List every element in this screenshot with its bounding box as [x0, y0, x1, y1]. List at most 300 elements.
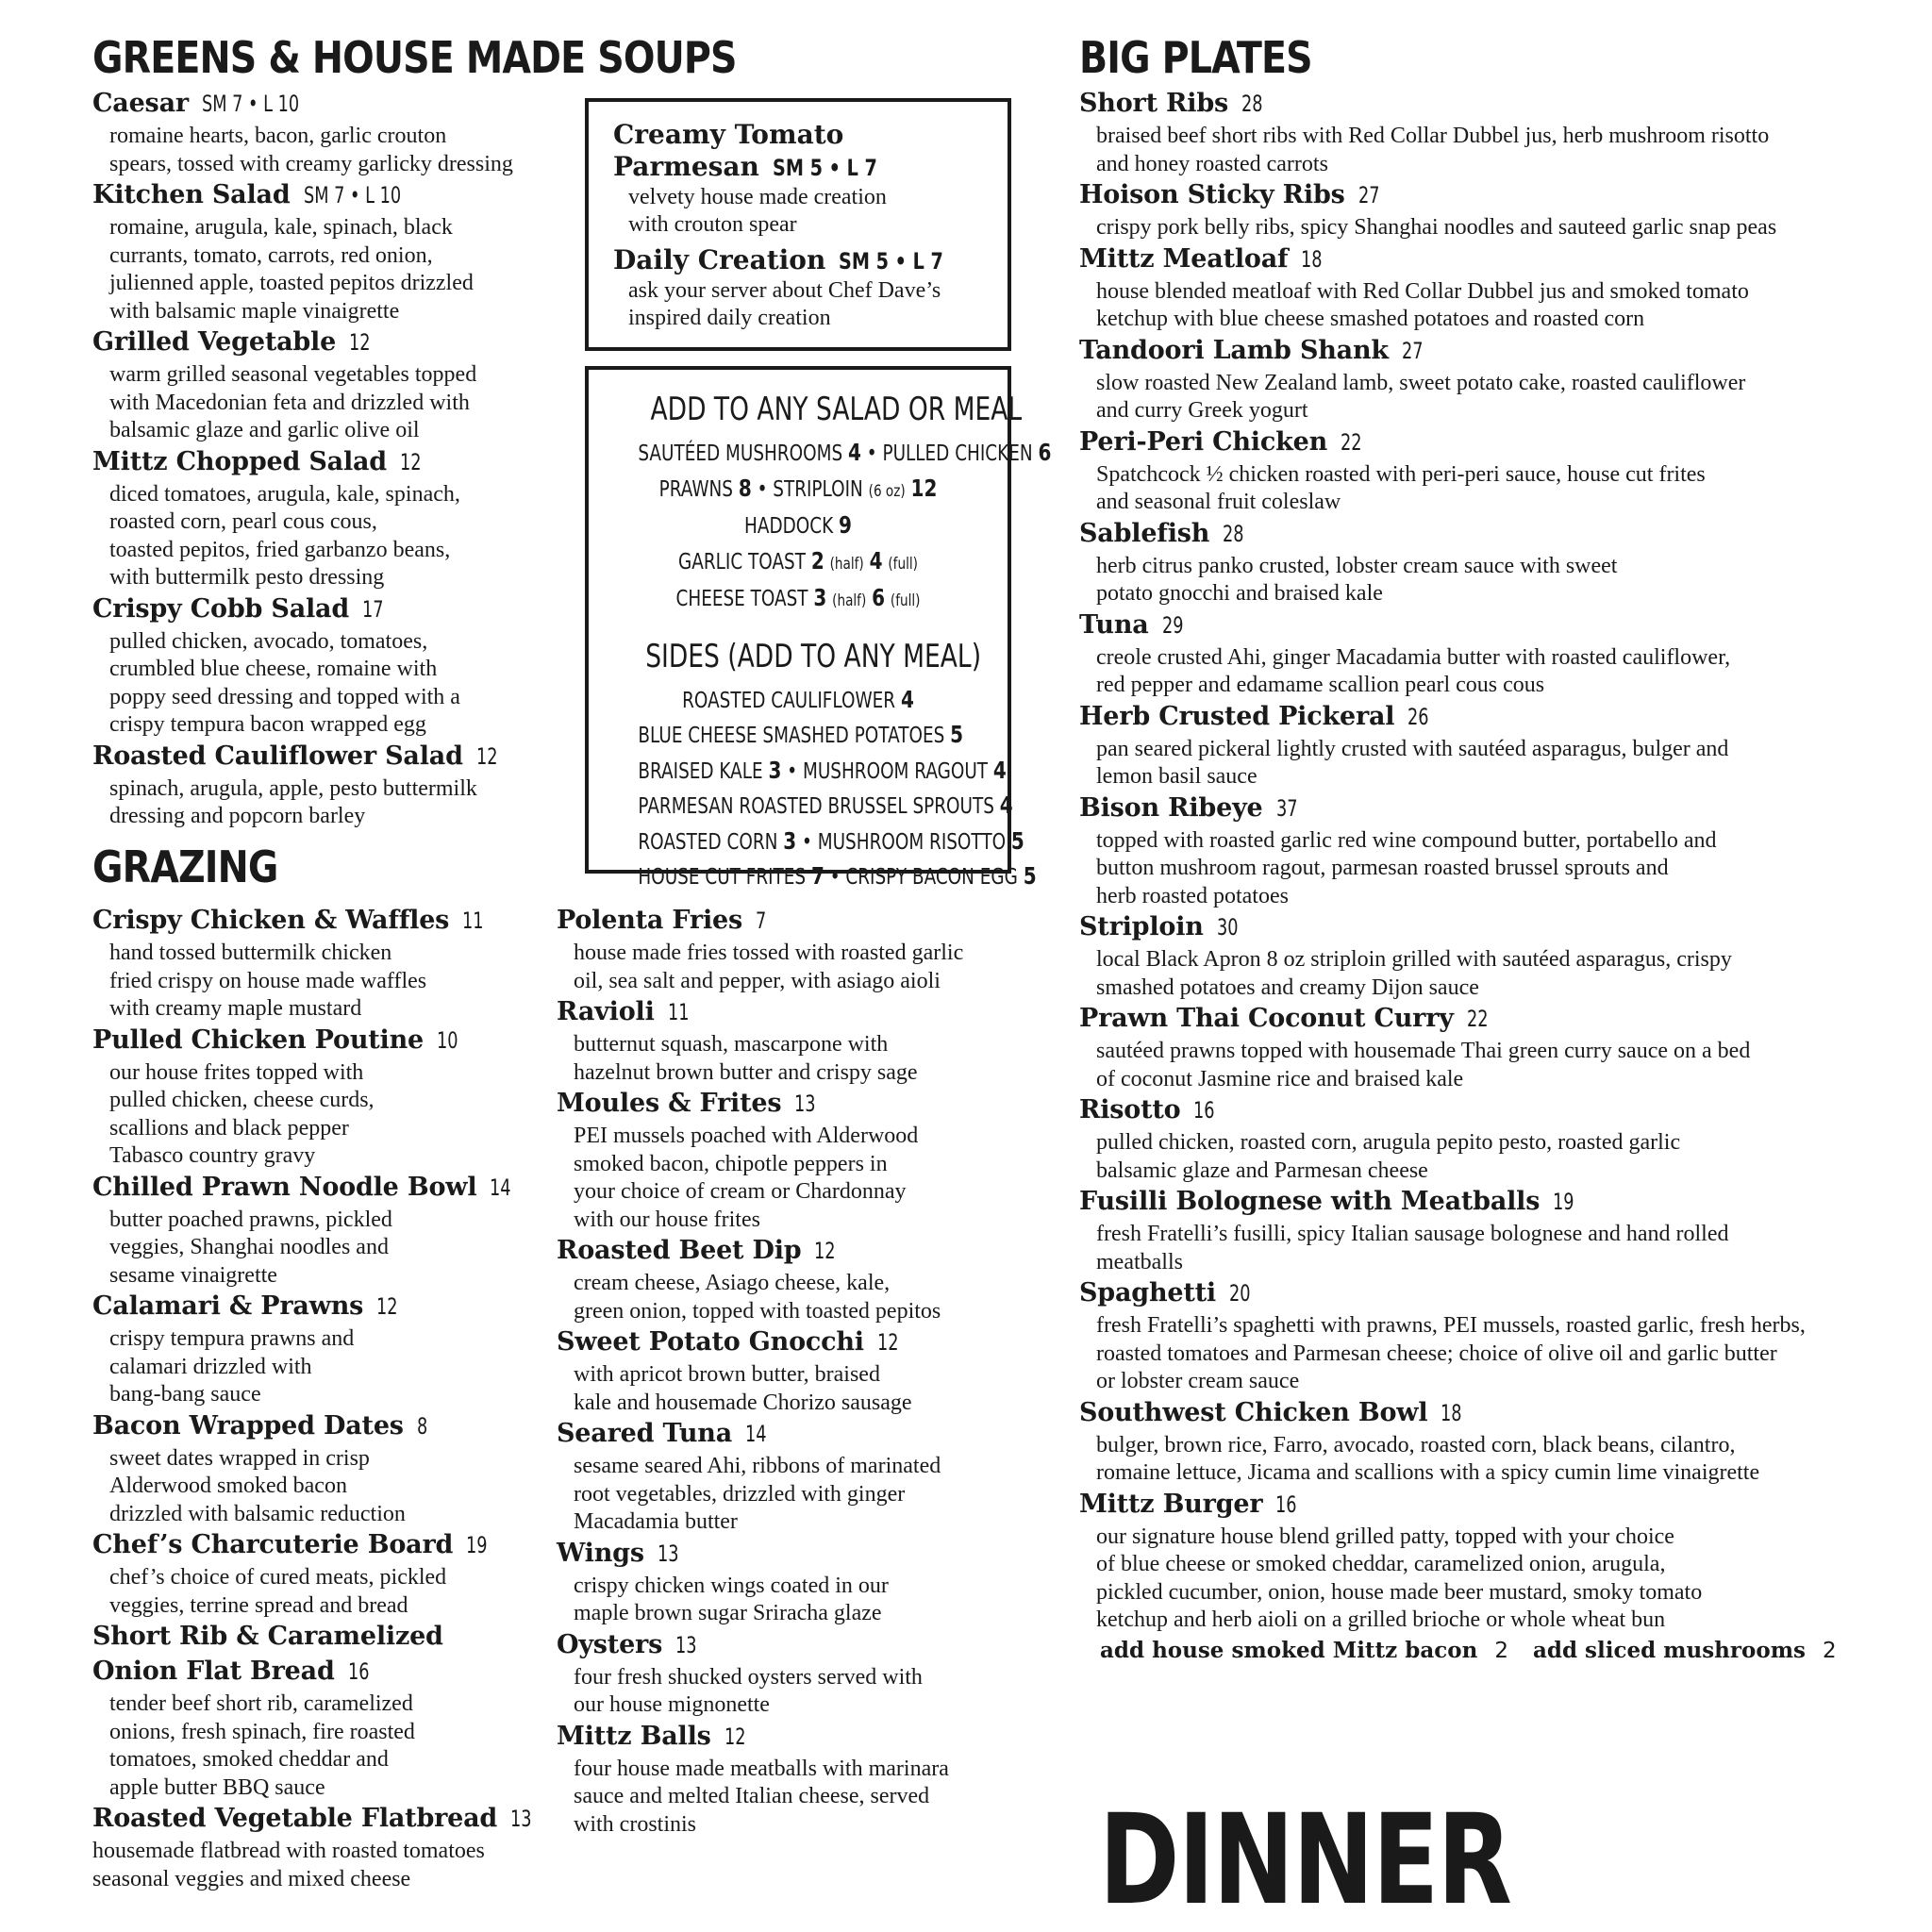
- item-price: 12: [475, 742, 498, 770]
- item-name: Oysters: [557, 1629, 663, 1659]
- item-description: [1079, 1524, 1909, 1635]
- description-line: tomatoes, smoked cheddar and: [109, 1747, 389, 1772]
- item-head: [1079, 1397, 1909, 1432]
- menu-item: [92, 1529, 555, 1620]
- item-description: [557, 1031, 1028, 1087]
- item-name: Sweet Potato Gnocchi: [557, 1327, 864, 1357]
- description-line: red pepper and edamame scallion pearl cous cous: [1096, 673, 1545, 697]
- menu-item: [92, 88, 583, 178]
- item-head: [557, 1418, 1028, 1453]
- description-line: with Macedonian feta and drizzled with: [109, 390, 470, 415]
- description-line: crispy tempura bacon wrapped egg: [109, 712, 426, 737]
- item-head: [1079, 1094, 1909, 1129]
- description-line: roasted corn, pearl cous cous,: [109, 509, 377, 534]
- item-description: [92, 123, 583, 178]
- description-line: pulled chicken, avocado, tomatoes,: [109, 628, 428, 654]
- item-name: Mittz Balls: [557, 1721, 711, 1751]
- add-on-label: CHEESE TOAST: [675, 587, 808, 611]
- item-description: [1079, 1038, 1909, 1093]
- item-name: Chef’s Charcuterie Board: [92, 1530, 454, 1559]
- description-line: ketchup with blue cheese smashed potatoes and roasted corn: [1096, 307, 1645, 331]
- item-price: 22: [1466, 1006, 1489, 1032]
- description-line: ketchup and herb aioli on a grilled brioche or whole wheat bun: [1096, 1607, 1666, 1632]
- description-line: tender beef short rib, caramelized: [109, 1691, 413, 1716]
- add-on-note: (6 oz): [868, 481, 906, 501]
- add-on-label: MUSHROOM RISOTTO: [817, 829, 1007, 855]
- item-head: [1079, 1489, 1909, 1524]
- add-ons-title: ADD TO ANY SALAD OR MEAL: [650, 391, 1023, 428]
- item-description: [1079, 123, 1909, 178]
- item-name: Ravioli: [557, 997, 655, 1026]
- description-line: smashed potatoes and creamy Dijon sauce: [1096, 974, 1479, 1000]
- description-line: lemon basil sauce: [1096, 764, 1257, 789]
- item-price: 13: [510, 1806, 532, 1832]
- add-on-line: [638, 508, 958, 544]
- menu-item: [92, 1172, 555, 1291]
- description-line: bulger, brown rice, Farro, avocado, roasted corn, black beans, cilantro,: [1096, 1432, 1736, 1457]
- item-price: 10: [437, 1026, 458, 1054]
- description-line: PEI mussels poached with Alderwood: [574, 1124, 919, 1148]
- item-description: [557, 1664, 1028, 1720]
- grazing-left-column: [92, 838, 555, 1893]
- item-description: [557, 1756, 1028, 1840]
- item-price: 8: [416, 1412, 428, 1440]
- grazing-right-column: [557, 904, 1028, 1839]
- add-on-label: CRISPY BACON EGG: [845, 865, 1018, 890]
- item-name: Moules & Frites: [557, 1089, 782, 1118]
- item-head: [92, 1803, 555, 1838]
- item-price: 13: [657, 1540, 679, 1567]
- description-line: fried crispy on house made waffles: [109, 968, 427, 993]
- item-price: 13: [675, 1631, 697, 1658]
- menu-item: [1079, 88, 1909, 178]
- item-description: [1079, 644, 1909, 700]
- description-line: with creamy maple mustard: [109, 996, 362, 1021]
- extra-price: 2: [1494, 1638, 1508, 1663]
- item-price: 11: [462, 908, 484, 934]
- item-head: [1079, 609, 1909, 644]
- item-description: [92, 1325, 555, 1409]
- item-description: [1079, 553, 1909, 608]
- soup-desc: ask your server about Chef Dave’s inspired daily creation: [628, 278, 941, 330]
- description-line: of coconut Jasmine rice and braised kale: [1096, 1066, 1464, 1091]
- item-description: [92, 1207, 555, 1291]
- item-description: [92, 1690, 555, 1802]
- add-on-line: SAUTÉED MUSHROOMS 4 • PULLED CHICKEN 6: [638, 439, 1052, 466]
- description-line: fresh Fratelli’s spaghetti with prawns, PEI mussels, roasted garlic, fresh herbs,: [1096, 1313, 1806, 1338]
- menu-item: [557, 1629, 1028, 1720]
- item-description: [557, 1361, 1028, 1417]
- item-name: Wings: [557, 1538, 644, 1568]
- item-name: Kitchen Salad: [92, 180, 291, 209]
- item-description: [1079, 827, 1909, 911]
- menu-item: [1079, 518, 1909, 608]
- item-price: 20: [1228, 1280, 1251, 1307]
- item-head: [1079, 426, 1909, 461]
- menu-item: [557, 1418, 1028, 1537]
- item-description: [557, 1453, 1028, 1537]
- add-on-line: PRAWNS 8 • STRIPLOIN (6 oz) 12: [658, 474, 938, 502]
- add-on-label: MUSHROOM RAGOUT: [802, 758, 989, 784]
- description-line: creole crusted Ahi, ginger Macadamia butter with roasted cauliflower,: [1096, 644, 1731, 670]
- item-price: 12: [349, 329, 371, 356]
- add-on-price: 3: [813, 584, 827, 611]
- menu-item: [1079, 243, 1909, 334]
- description-line: our house frites topped with: [109, 1059, 364, 1085]
- item-name: Tuna: [1079, 609, 1149, 640]
- description-line: pulled chicken, cheese curds,: [109, 1088, 375, 1112]
- menu-item: [92, 179, 583, 325]
- description-line: with crostinis: [574, 1811, 696, 1837]
- description-line: calamari drizzled with: [109, 1354, 312, 1379]
- item-head: [92, 741, 583, 775]
- description-line: and honey roasted carrots: [1096, 151, 1328, 176]
- menu-item: [557, 996, 1028, 1087]
- item-name: Mittz Meatloaf: [1079, 243, 1289, 274]
- add-on-price: 7: [810, 862, 824, 890]
- add-on-price: 4: [869, 546, 883, 575]
- item-price: 28: [1241, 91, 1263, 117]
- item-name: Fusilli Bolognese with Meatballs: [1079, 1187, 1541, 1216]
- add-on-line: [638, 544, 958, 582]
- item-head: [1079, 1003, 1909, 1038]
- item-price: 12: [376, 1293, 398, 1320]
- description-line: drizzled with balsamic reduction: [109, 1501, 406, 1526]
- add-on-price: 4: [848, 439, 861, 466]
- soup-item: [613, 244, 983, 332]
- item-description: [1079, 214, 1909, 242]
- item-description: [92, 361, 583, 445]
- description-line: potato gnocchi and braised kale: [1096, 581, 1383, 606]
- extra-label: add sliced mushrooms: [1532, 1637, 1806, 1663]
- item-name: Mittz Burger: [1079, 1489, 1263, 1519]
- description-line: smoked bacon, chipotle peppers in: [574, 1151, 888, 1176]
- item-head: [92, 905, 555, 940]
- description-line: your choice of cream or Chardonnay: [574, 1179, 907, 1204]
- item-name: Short Ribs: [1079, 89, 1229, 118]
- item-description: [92, 775, 583, 831]
- section-title-grazing: GRAZING: [92, 841, 278, 892]
- add-on-price: 12: [910, 474, 938, 502]
- description-line: spears, tossed with creamy garlicky dressing: [109, 151, 513, 176]
- item-price: 19: [1553, 1189, 1574, 1215]
- item-name: Seared Tuna: [557, 1419, 733, 1448]
- sides-list: [598, 683, 1037, 895]
- item-description: [557, 1270, 1028, 1325]
- item-price: 16: [1275, 1491, 1297, 1518]
- soup-price: SM 5 • L 7: [839, 248, 944, 275]
- item-description: [1079, 1432, 1909, 1488]
- item-head: [92, 1024, 555, 1059]
- add-on-line: HOUSE CUT FRITES 7 • CRISPY BACON EGG 5: [638, 862, 1037, 890]
- add-on-price: 2: [810, 546, 824, 575]
- item-head: [1079, 88, 1909, 123]
- description-line: dressing and popcorn barley: [109, 804, 366, 828]
- item-name: Herb Crusted Pickeral: [1079, 701, 1395, 731]
- description-line: sesame vinaigrette: [109, 1262, 277, 1288]
- menu-item: [1079, 1003, 1909, 1093]
- menu-item: [1079, 792, 1909, 911]
- item-name: Onion Flat Bread: [92, 1657, 335, 1686]
- item-name: Hoison Sticky Ribs: [1079, 180, 1345, 209]
- description-line: meatballs: [1096, 1249, 1183, 1274]
- item-head: [92, 593, 583, 628]
- description-line: chef’s choice of cured meats, pickled: [109, 1565, 447, 1590]
- item-head: [92, 446, 583, 481]
- description-line: fresh Fratelli’s fusilli, spicy Italian sausage bolognese and hand rolled: [1096, 1222, 1729, 1246]
- soup-desc: velvety house made creation with crouton spear: [628, 185, 887, 237]
- item-head: [557, 996, 1028, 1031]
- item-price: 27: [1357, 182, 1380, 208]
- add-ons-list: [598, 436, 1052, 619]
- item-head: [557, 905, 1028, 940]
- add-on-line: [638, 789, 1013, 824]
- description-line: housemade flatbread with roasted tomatoes: [92, 1839, 485, 1863]
- menu-item: [557, 1088, 1028, 1234]
- item-name: Southwest Chicken Bowl: [1079, 1397, 1428, 1427]
- description-line: crumbled blue cheese, romaine with: [109, 657, 438, 681]
- description-line: currants, tomato, carrots, red onion,: [109, 242, 433, 268]
- item-description: [1079, 1221, 1909, 1276]
- description-line: four fresh shucked oysters served with: [574, 1664, 923, 1690]
- item-price: SM 7 • L 10: [303, 182, 401, 208]
- add-ons-box: [585, 366, 1052, 890]
- description-line: hazelnut brown butter and crispy sage: [574, 1059, 918, 1085]
- item-head: [557, 1326, 1028, 1361]
- item-head: [557, 1538, 1028, 1573]
- add-on-price: 6: [1038, 439, 1052, 466]
- item-name: Roasted Beet Dip: [557, 1236, 802, 1265]
- item-name: Mittz Chopped Salad: [92, 446, 387, 476]
- grazing-right-list: [557, 905, 1028, 1839]
- description-line: green onion, topped with toasted pepitos: [574, 1298, 941, 1324]
- item-description: [557, 1123, 1028, 1234]
- item-price: 14: [745, 1421, 767, 1447]
- item-head: [1079, 701, 1909, 736]
- item-head: [92, 1172, 555, 1207]
- description-line: slow roasted New Zealand lamb, sweet potato cake, roasted cauliflower: [1096, 370, 1746, 395]
- item-head: [92, 1529, 555, 1564]
- description-line: pulled chicken, roasted corn, arugula pepito pesto, roasted garlic: [1096, 1130, 1681, 1155]
- description-line: and seasonal fruit coleslaw: [1096, 490, 1341, 514]
- item-name: Spaghetti: [1079, 1278, 1216, 1307]
- big-plates-list: [1079, 88, 1909, 1635]
- menu-item: [557, 1538, 1028, 1628]
- soup-name-line2: Parmesan SM 5 • L 7: [613, 151, 877, 182]
- menu-item: [1079, 426, 1909, 517]
- description-line: crispy pork belly ribs, spicy Shanghai noodles and sauteed garlic snap peas: [1096, 215, 1777, 240]
- description-line: poppy seed dressing and topped with a: [109, 684, 460, 709]
- description-line: crispy chicken wings coated in our: [574, 1573, 889, 1598]
- add-on-label: GARLIC TOAST: [678, 549, 806, 575]
- menu-item: [1079, 1186, 1909, 1276]
- description-line: toasted pepitos, fried garbanzo beans,: [109, 537, 451, 562]
- item-head: [557, 1629, 1028, 1664]
- menu-item: [1079, 1397, 1909, 1488]
- add-on-line: [638, 683, 958, 719]
- description-line: onions, fresh spinach, fire roasted: [109, 1719, 415, 1744]
- item-description: [1079, 461, 1909, 517]
- add-on-line: [638, 718, 964, 754]
- item-name: Caesar: [92, 89, 189, 118]
- grazing-left-list: [92, 905, 555, 1893]
- item-description: [92, 1838, 555, 1893]
- menu-item: [557, 1235, 1028, 1325]
- description-line: herb citrus panko crusted, lobster cream sauce with sweet: [1096, 553, 1618, 578]
- description-line: our signature house blend grilled patty, topped with your choice: [1096, 1524, 1674, 1549]
- description-line: romaine hearts, bacon, garlic crouton: [109, 124, 447, 148]
- item-description: [92, 628, 583, 740]
- item-head: [92, 1291, 555, 1325]
- soups-box: [585, 98, 1011, 351]
- item-description: [1079, 278, 1909, 334]
- item-head: [1079, 1277, 1909, 1312]
- item-name: Striploin: [1079, 912, 1204, 941]
- menu-item: [1079, 179, 1909, 242]
- description-line: Macadamia butter: [574, 1509, 738, 1534]
- add-on-price: 9: [839, 511, 852, 539]
- menu-item: [92, 741, 583, 831]
- item-price: 11: [667, 999, 690, 1025]
- item-head: [92, 1410, 555, 1445]
- item-price: 26: [1407, 703, 1429, 730]
- item-description: [1079, 1129, 1909, 1185]
- item-name: Bacon Wrapped Dates: [92, 1410, 404, 1441]
- description-line: with buttermilk pesto dressing: [109, 565, 385, 590]
- add-on-line: ROASTED CORN 3 • MUSHROOM RISOTTO 5: [638, 826, 1024, 855]
- item-price: 27: [1401, 337, 1424, 364]
- add-on-note: (half): [832, 591, 867, 610]
- soup-name: Creamy Tomato: [613, 119, 844, 150]
- item-head: [92, 326, 583, 361]
- description-line: seasonal veggies and mixed cheese: [92, 1866, 411, 1891]
- item-price: 29: [1161, 611, 1184, 639]
- extra-label: add house smoked Mittz bacon: [1100, 1637, 1478, 1663]
- description-line: balsamic glaze and garlic olive oil: [109, 418, 420, 442]
- menu-item: [1079, 911, 1909, 1002]
- add-on-label: ROASTED CAULIFLOWER: [682, 688, 896, 713]
- item-name-line1: [92, 1621, 555, 1656]
- add-on-price: 6: [872, 584, 886, 611]
- add-on-note: (full): [888, 554, 918, 574]
- item-name: Polenta Fries: [557, 906, 742, 935]
- add-on-label: BRAISED KALE: [638, 758, 763, 784]
- item-description: [92, 1564, 555, 1620]
- item-price: 28: [1223, 520, 1244, 547]
- add-on-price: 5: [950, 721, 964, 748]
- description-line: butternut squash, mascarpone with: [574, 1032, 889, 1057]
- item-description: [92, 1059, 555, 1171]
- description-line: roasted tomatoes and Parmesan cheese; choice of olive oil and garlic butter: [1096, 1341, 1777, 1366]
- description-line: with apricot brown butter, braised: [574, 1362, 880, 1387]
- item-name: Bison Ribeye: [1079, 792, 1263, 823]
- description-line: herb roasted potatoes: [1096, 883, 1289, 908]
- greens-list: [92, 88, 583, 831]
- add-on-label: PULLED CHICKEN: [882, 441, 1033, 466]
- item-description: [1079, 370, 1909, 425]
- description-line: veggies, Shanghai noodles and: [109, 1235, 389, 1259]
- add-on-price: 5: [1010, 826, 1024, 855]
- description-line: sesame seared Ahi, ribbons of marinated: [574, 1454, 941, 1478]
- item-price: 18: [1301, 245, 1323, 273]
- item-price: 13: [794, 1091, 816, 1117]
- item-name: Crispy Cobb Salad: [92, 593, 350, 624]
- item-description: [1079, 1312, 1909, 1396]
- menu-item: [1079, 335, 1909, 425]
- item-description: [92, 940, 555, 1024]
- description-line: romaine, arugula, kale, spinach, black: [109, 215, 453, 240]
- description-line: and curry Greek yogurt: [1096, 398, 1308, 423]
- add-on-label: HADDOCK: [744, 514, 834, 539]
- item-name: Crispy Chicken & Waffles: [92, 906, 450, 935]
- description-line: kale and housemade Chorizo sausage: [574, 1390, 912, 1415]
- add-on-price: 4: [900, 685, 914, 713]
- add-on-label: PRAWNS: [658, 476, 733, 502]
- item-name: Roasted Cauliflower Salad: [92, 741, 463, 771]
- add-on-note: (full): [890, 591, 921, 610]
- description-line: spinach, arugula, apple, pesto buttermilk: [109, 775, 477, 801]
- description-line: apple butter BBQ sauce: [109, 1774, 325, 1800]
- item-head: [1079, 792, 1909, 827]
- menu-item: [1079, 1094, 1909, 1185]
- add-on-price: 4: [992, 756, 1007, 784]
- add-on-label: HOUSE CUT FRITES: [638, 865, 807, 890]
- description-line: or lobster cream sauce: [1096, 1369, 1300, 1393]
- item-price: 19: [466, 1532, 488, 1558]
- item-head: [1079, 335, 1909, 370]
- item-description: [557, 940, 1028, 995]
- menu-item: [1079, 1489, 1909, 1635]
- sides-title: SIDES (ADD TO ANY MEAL): [645, 637, 982, 675]
- description-line: four house made meatballs with marinara: [574, 1756, 949, 1781]
- description-line: with balsamic maple vinaigrette: [109, 298, 400, 324]
- menu-item: [557, 1326, 1028, 1417]
- item-price: 16: [347, 1658, 370, 1685]
- description-line: Spatchcock ½ chicken roasted with peri-peri sauce, house cut frites: [1096, 461, 1706, 487]
- item-description: [1079, 736, 1909, 791]
- extra-price: 2: [1823, 1638, 1837, 1663]
- menu-item: [1079, 701, 1909, 791]
- description-line: Alderwood smoked bacon: [109, 1474, 347, 1498]
- item-price: 14: [490, 1174, 511, 1201]
- add-on-note: (half): [829, 554, 864, 574]
- add-on-label: ROASTED CORN: [638, 829, 778, 855]
- description-line: veggies, terrine spread and bread: [109, 1592, 408, 1618]
- menu-item: [1079, 1277, 1909, 1396]
- item-price: 12: [724, 1723, 746, 1750]
- item-description: [92, 1445, 555, 1529]
- menu-item: [557, 1721, 1028, 1840]
- item-price: 22: [1341, 428, 1362, 456]
- add-on-price: 5: [1023, 862, 1037, 890]
- soup-item: [613, 119, 983, 239]
- item-head: [1079, 243, 1909, 278]
- menu-item: [92, 1803, 555, 1893]
- item-head: [92, 179, 583, 214]
- add-on-price: 4: [999, 791, 1013, 819]
- item-head: [557, 1721, 1028, 1756]
- add-on-line: BRAISED KALE 3 • MUSHROOM RAGOUT 4: [638, 756, 1007, 784]
- item-name: Risotto: [1079, 1095, 1181, 1124]
- description-line: root vegetables, drizzled with ginger: [574, 1481, 906, 1507]
- description-line: crispy tempura prawns and: [109, 1326, 355, 1351]
- description-line: sweet dates wrapped in crisp: [109, 1445, 370, 1471]
- item-head: [92, 1656, 555, 1690]
- item-description: [92, 481, 583, 592]
- description-line: local Black Apron 8 oz striploin grilled with sautéed asparagus, crispy: [1096, 947, 1732, 972]
- soup-price: SM 5 • L 7: [772, 155, 877, 181]
- dinner-title: DINNER: [1099, 1788, 1511, 1932]
